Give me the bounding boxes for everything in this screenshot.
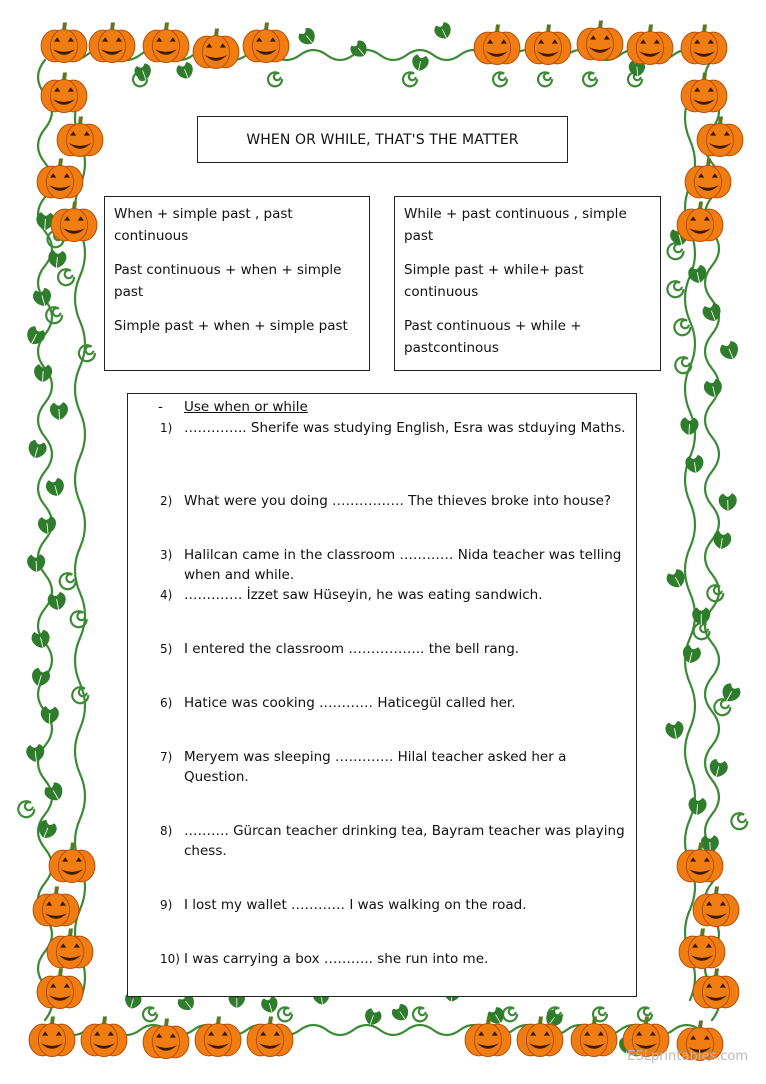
when-rule: Past continuous + when + simple past [114, 262, 342, 300]
exercise-item [160, 585, 630, 605]
item-text: I lost my wallet ………… I was walking on the road. [184, 897, 527, 913]
item-text: ………. Gürcan teacher drinking tea, Bayram teacher was playing chess. [184, 823, 625, 859]
item-number: 8) [160, 824, 173, 838]
while-rule: Past continuous + while + pastcontinous [404, 318, 582, 356]
item-text: Hatice was cooking ………… Haticegül called her. [184, 695, 516, 711]
item-text: What were you doing ……………. The thieves broke into house? [184, 493, 612, 509]
exercise-item [160, 895, 630, 915]
exercise-item [160, 747, 630, 787]
when-rule: Simple past + when + simple past [114, 318, 348, 334]
item-number: 5) [160, 642, 173, 656]
item-text: Halilcan came in the classroom ………… Nida teacher was telling when and while. [184, 547, 622, 583]
exercise-item [160, 949, 630, 969]
when-rules-box [104, 196, 370, 371]
item-number: 10) [160, 952, 180, 966]
item-number: 3) [160, 548, 173, 562]
exercise-item [160, 639, 630, 659]
title-box [197, 116, 568, 163]
worksheet-title: WHEN OR WHILE, THAT'S THE MATTER [246, 131, 519, 148]
exercise-item [160, 545, 630, 585]
watermark: ESLprintables.com [627, 1049, 748, 1064]
exercise-item [160, 821, 630, 861]
bullet-dash: - [158, 399, 163, 415]
exercise-instruction [158, 399, 308, 415]
exercise-item [160, 418, 630, 438]
item-number: 6) [160, 696, 173, 710]
item-text: ………….. Sherife was studying English, Esra was stduying Maths. [184, 420, 626, 436]
when-rule: When + simple past , past continuous [114, 206, 293, 244]
item-number: 7) [160, 750, 173, 764]
item-text: I was carrying a box ……….. she run into me. [184, 951, 489, 967]
while-rules-box [394, 196, 661, 371]
item-number: 1) [160, 421, 173, 435]
exercise-item [160, 693, 630, 713]
while-rule: Simple past + while+ past continuous [404, 262, 584, 300]
instruction-label: Use when or while [184, 399, 308, 415]
item-number: 9) [160, 898, 173, 912]
item-text: I entered the classroom …………….. the bell rang. [184, 641, 520, 657]
exercise-box [127, 393, 637, 997]
item-number: 2) [160, 494, 173, 508]
item-number: 4) [160, 588, 173, 602]
exercise-item [160, 491, 630, 511]
item-text: …………. İzzet saw Hüseyin, he was eating sandwich. [184, 587, 543, 603]
item-text: Meryem was sleeping …………. Hilal teacher asked her a Question. [184, 749, 567, 785]
while-rule: While + past continuous , simple past [404, 206, 627, 244]
